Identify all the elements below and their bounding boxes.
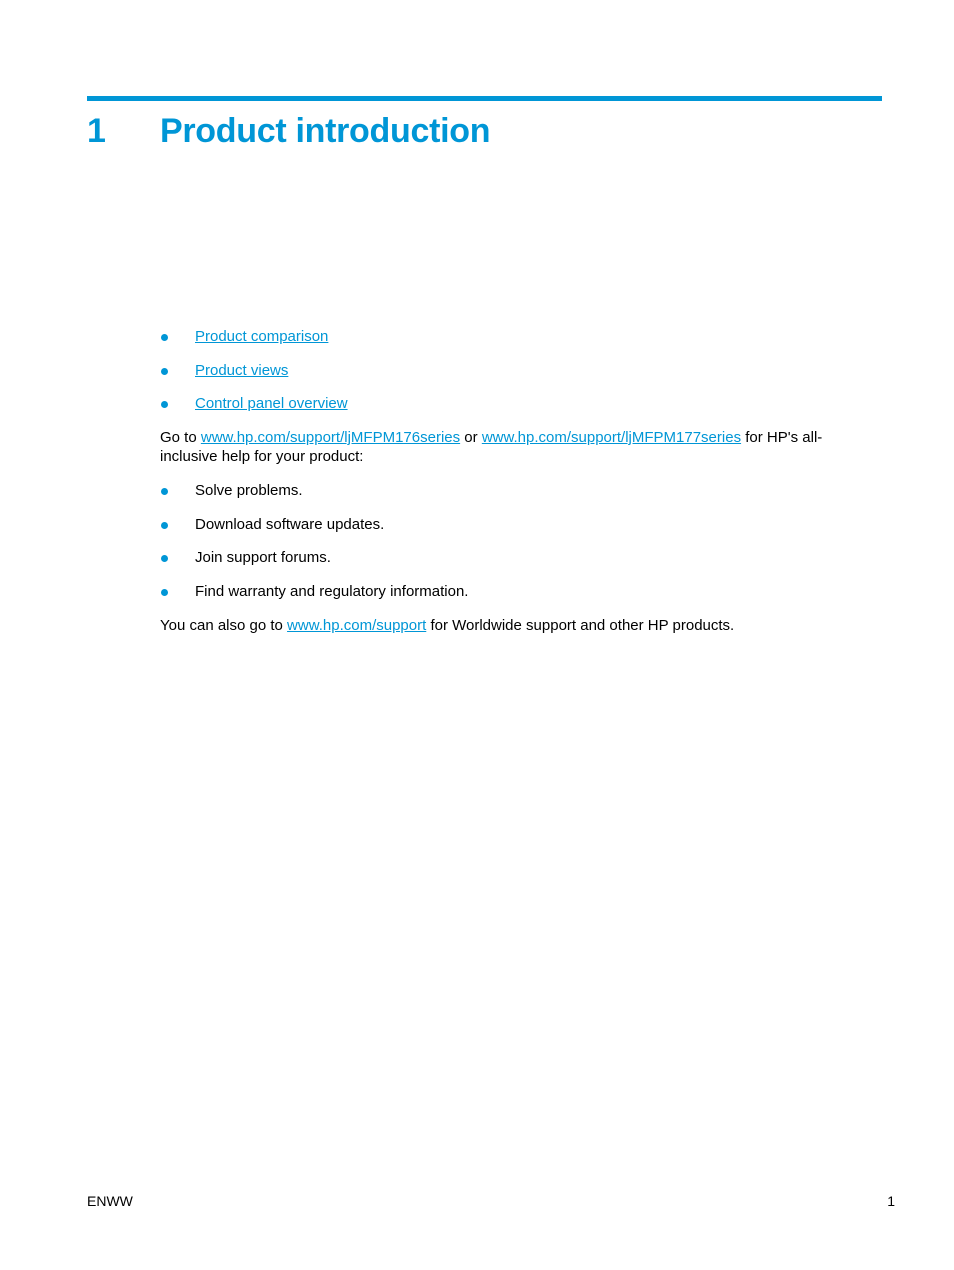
list-item: [160, 547, 468, 569]
also-suffix: for Worldwide support and other HP products.: [426, 617, 735, 634]
bullet-icon: [161, 522, 168, 529]
bullet-icon: [161, 488, 168, 495]
help-list: [160, 480, 468, 603]
bullet-icon: [161, 401, 168, 408]
link-support-m176[interactable]: www.hp.com/support/ljMFPM176series: [200, 429, 461, 446]
list-item-text: Find warranty and regulatory information.: [195, 583, 469, 601]
help-prefix: Go to: [160, 429, 201, 446]
help-paragraph: [160, 428, 840, 466]
link-product-views[interactable]: Product views: [195, 361, 289, 379]
list-item: [160, 360, 348, 382]
list-item: [160, 393, 348, 415]
footer-label: ENWW: [87, 1193, 133, 1209]
bullet-icon: [161, 589, 168, 596]
help-middle: or: [460, 429, 482, 446]
chapter-title: Product introduction: [160, 111, 491, 150]
topic-list: [160, 326, 348, 415]
chapter-rule: [87, 96, 882, 101]
help-suffix: for HP's all-inclusive help for your product:: [160, 429, 823, 465]
chapter-heading: [87, 108, 490, 154]
list-item: [160, 514, 468, 536]
list-item-text: Download software updates.: [195, 515, 385, 533]
list-item-text: Join support forums.: [195, 549, 331, 567]
list-item: [160, 480, 468, 502]
link-support-m177[interactable]: www.hp.com/support/ljMFPM177series: [481, 429, 742, 446]
link-product-comparison[interactable]: Product comparison: [195, 328, 329, 345]
link-hp-support[interactable]: www.hp.com/support: [287, 617, 427, 634]
chapter-number: 1: [87, 111, 106, 150]
bullet-icon: [161, 368, 168, 375]
bullet-icon: [161, 334, 168, 341]
link-control-panel-overview[interactable]: Control panel overview: [195, 395, 348, 412]
also-paragraph: [160, 615, 734, 636]
list-item: [160, 326, 348, 348]
list-item: [160, 581, 468, 603]
also-prefix: You can also go to: [160, 617, 288, 634]
page-number: 1: [887, 1193, 895, 1209]
list-item-text: Solve problems.: [195, 482, 303, 499]
bullet-icon: [161, 555, 168, 562]
